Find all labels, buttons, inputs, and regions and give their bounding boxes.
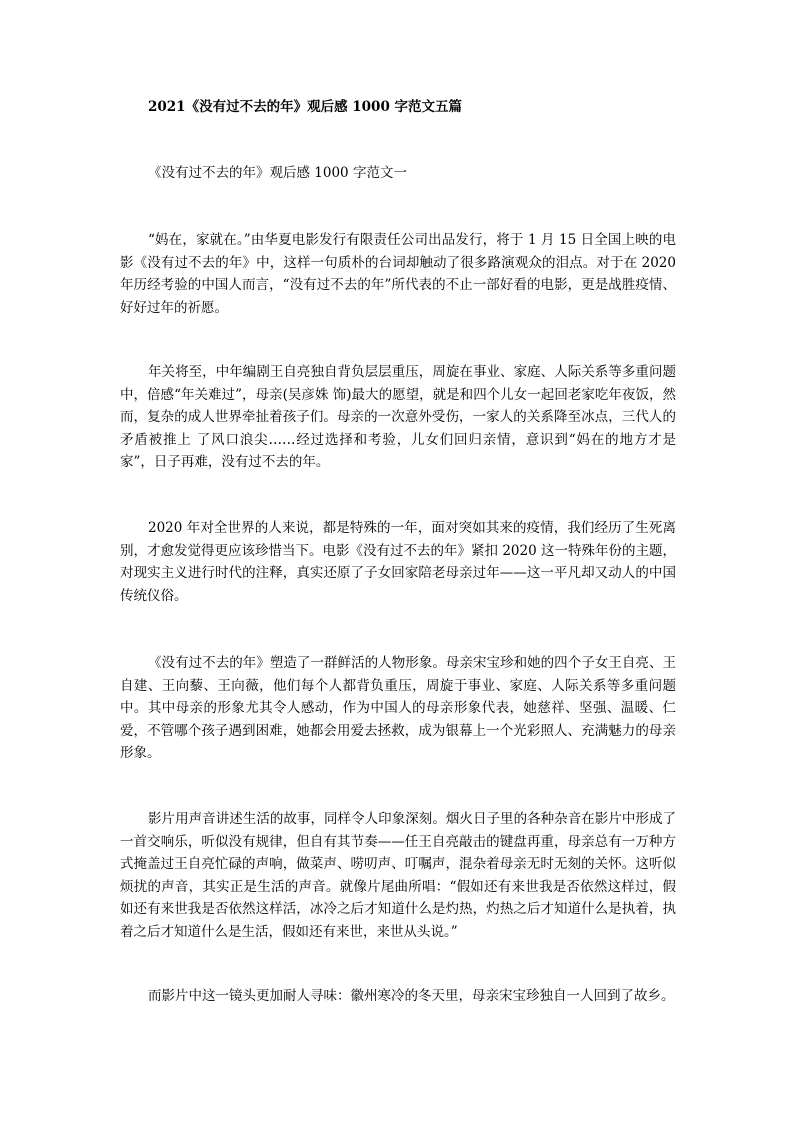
paragraph-6: 而影片中这一镜头更加耐人寻味：徽州寒冷的冬天里，母亲宋宝珍独自一人回到了故乡。 <box>148 988 675 1004</box>
paragraph-4: 《没有过不去的年》塑造了一群鲜活的人物形象。母亲宋宝珍和她的四个子女王自亮、王自建、王向藜、王向薇，他们每个人都背负重压，周旋于事业、家庭、人际关系等多重问题中。其中母亲的形象尤其令人感动，作为中国人的母亲形象代表，她慈祥、坚强、温暖、仁爱，不管哪个孩子遇到困难，她都会用爱去拯救，成为银幕上一个光彩照人、充满魅力的母亲形象。 <box>120 655 676 761</box>
section-heading: 《没有过不去的年》观后感 1000 字范文一 <box>148 165 407 181</box>
paragraph-2: 年关将至，中年编剧王自亮独自背负层层重压，周旋在事业、家庭、人际关系等多重问题中，倍感“年关难过”，母亲(吴彦姝 饰)最大的愿望，就是和四个儿女一起回老家吃年夜饭，然而，复杂的成人世界牵扯着孩子们。母亲的一次意外受伤，一家人的关系降至冰点，三代人的矛盾被推上 了风口浪尖……经过选择和考验，儿女们回归亲情，意识到“妈在的地方才是家”，日子再难，没有过不去的年。 <box>120 364 676 470</box>
paragraph-3: 2020 年对全世界的人来说，都是特殊的一年，面对突如其来的疫情，我们经历了生死离别，才愈发觉得更应该珍惜当下。电影《没有过不去的年》紧扣 2020 这一特殊年份的主题，对现实主义进行时代的注释，真实还原了子女回家陪老母亲过年——这一平凡却又动人的中国传统仪俗。 <box>120 520 676 604</box>
paragraph-5: 影片用声音讲述生活的故事，同样令人印象深刻。烟火日子里的各种杂音在影片中形成了一首交响乐，听似没有规律，但自有其节奏——任王自亮敲击的键盘再重，母亲总有一万种方式掩盖过王自亮忙碌的声响，做菜声、唠叨声、叮嘱声，混杂着母亲无时无刻的关怀。这听似烦扰的声音，其实正是生活的声音。就像片尾曲所唱：“假如还有来世我是否依然这样过，假如还有来世我是否依然这样活，冰冷之后才知道什么是灼热，灼热之后才知道什么是执着，执着之后才知道什么是生活，假如还有来世，来世从头说。” <box>120 811 676 940</box>
paragraph-1: “妈在，家就在。”由华夏电影发行有限责任公司出品发行，将于 1 月 15 日全国上映的电影《没有过不去的年》中，这样一句质朴的台词却触动了很多路演观众的泪点。对于在 2020 年历经考验的中国人而言，“没有过不去的年”所代表的不止一部好看的电影，更是战胜疫情、好好过年的祈愿。 <box>120 232 676 316</box>
document-title: 2021《没有过不去的年》观后感 1000 字范文五篇 <box>148 99 463 115</box>
